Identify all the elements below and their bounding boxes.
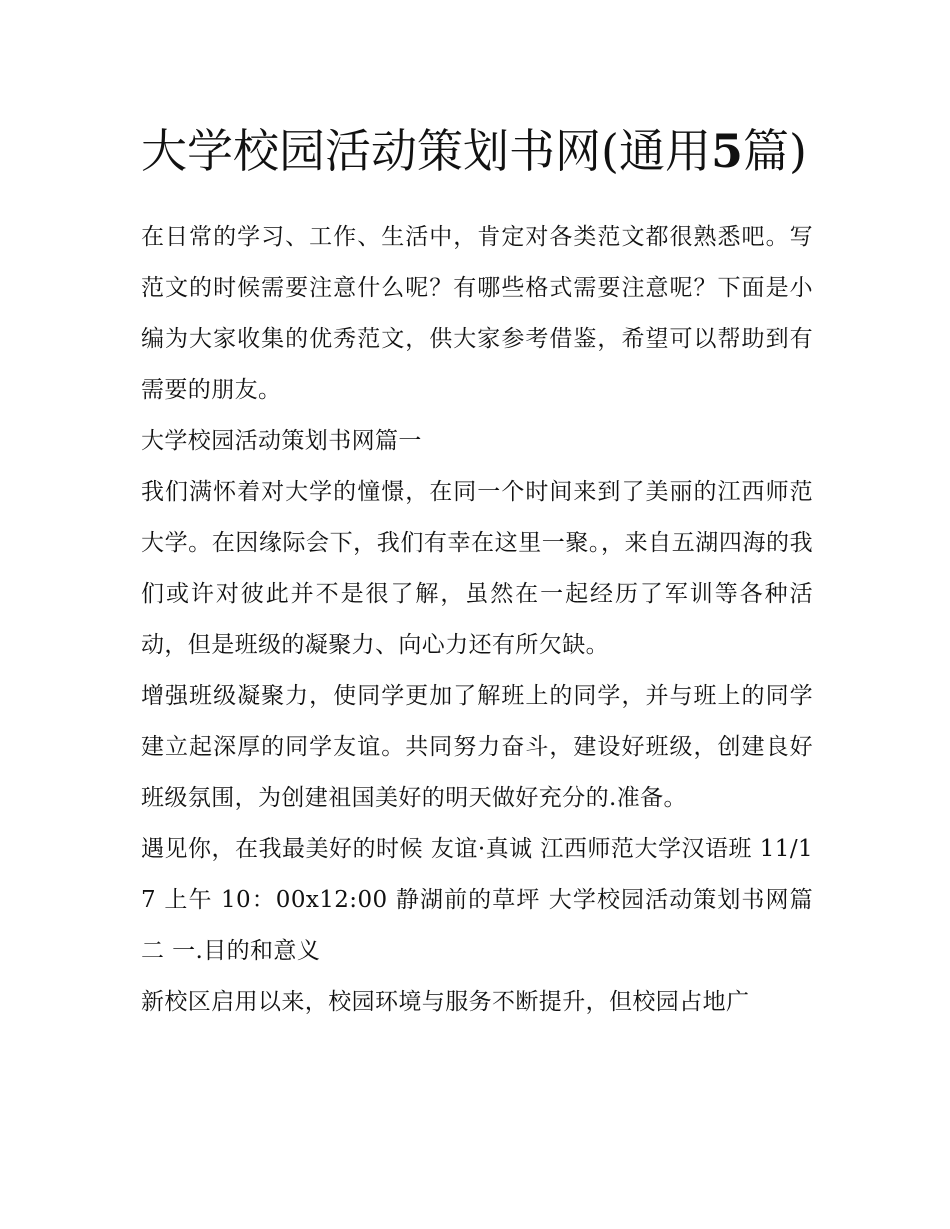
body-paragraph: 我们满怀着对大学的憧憬，在同一个时间来到了美丽的江西师范大学。在因缘际会下，我们有幸在这里一聚。，来自五湖四海的我们或许对彼此并不是很了解，虽然在一起经历了军训等各种活动，但是班级的凝聚力、向心力还有所欠缺。: [141, 479, 813, 658]
section-heading-1: 大学校园活动策划书网篇一: [141, 428, 422, 454]
title-text: 大学校园活动策划书网(通用: [141, 124, 711, 178]
document-title: [141, 112, 813, 190]
intro-paragraph: 在日常的学习、工作、生活中，肯定对各类范文都很熟悉吧。写范文的时候需要注意什么呢？有哪些格式需要注意呢？下面是小编为大家收集的优秀范文，供大家参考借鉴，希望可以帮助到有需要的朋友。: [141, 224, 813, 403]
title-number: 5: [710, 124, 743, 178]
title-suffix: 篇): [742, 124, 807, 178]
body-paragraph: 增强班级凝聚力，使同学更加了解班上的同学，并与班上的同学建立起深厚的同学友谊。共同努力奋斗，建设好班级，创建良好班级氛围，为创建祖国美好的明天做好充分的.准备。: [141, 683, 813, 811]
event-info-paragraph: 遇见你，在我最美好的时候 友谊·真诚 江西师范大学汉语班 11/17 上午 10：00x12:00 静湖前的草坪 大学校园活动策划书网篇二 一.目的和意义: [141, 836, 813, 964]
body-paragraph: 新校区启用以来，校园环境与服务不断提升，但校园占地广: [141, 989, 750, 1015]
document-body: [141, 112, 813, 1028]
